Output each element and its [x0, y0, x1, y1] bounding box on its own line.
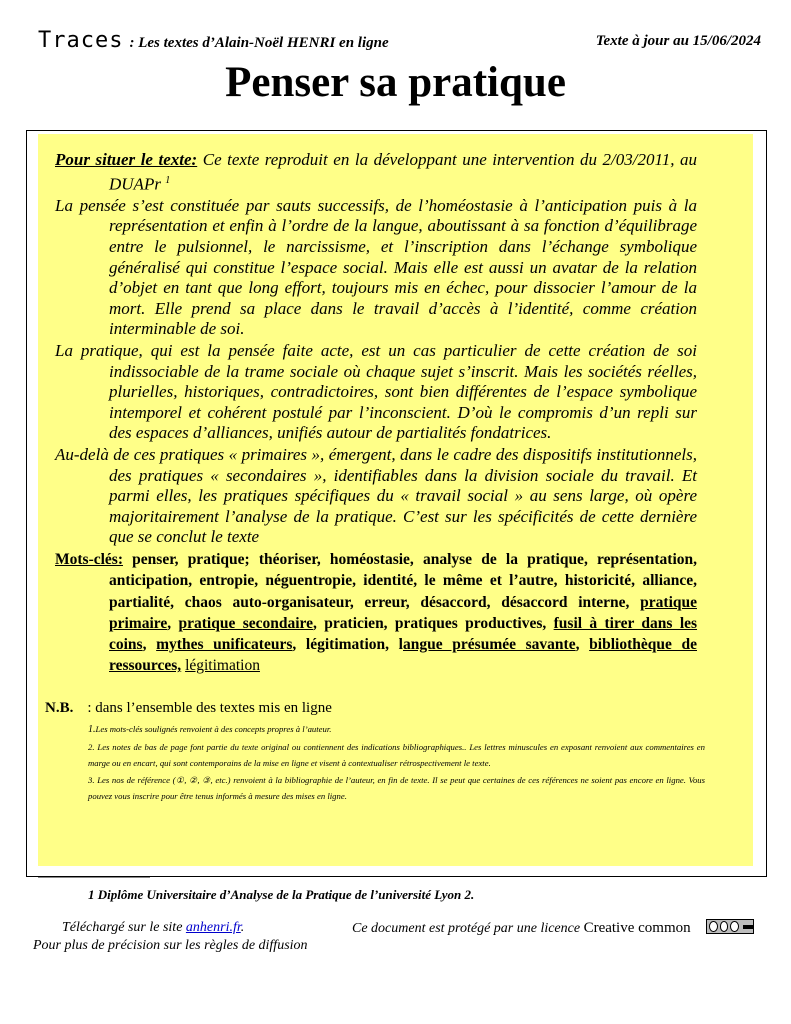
- cc-circle-icon: [730, 921, 739, 932]
- license-line: [352, 920, 691, 937]
- cc-circle-icon: [709, 921, 718, 932]
- keyword-link[interactable]: pratique primaire: [109, 593, 697, 632]
- keywords-separator: ,: [575, 636, 590, 654]
- footnote-divider: [38, 877, 150, 878]
- brand-logo-text: Traces: [38, 28, 124, 53]
- keyword-link[interactable]: angue présumée savante: [403, 636, 576, 654]
- keywords-block: [55, 549, 697, 677]
- nb-note: [88, 772, 705, 805]
- intro-paragraph: [55, 150, 697, 195]
- keywords-text: , praticien, pratiques productives,: [313, 614, 554, 632]
- update-date: Texte à jour au 15/06/2024: [595, 33, 761, 49]
- keyword-link[interactable]: légitimation: [185, 657, 260, 675]
- creative-commons-badge-icon[interactable]: [706, 919, 754, 934]
- nb-note-number: 3.: [88, 774, 95, 785]
- nb-note-number: 1.: [88, 724, 96, 735]
- keywords-text: , légitimation, l: [292, 636, 403, 654]
- nb-note-text: Les nos de référence (①, ②, ③, etc.) renvoient à la bibliographie de l’auteur, en fin de texte. Il se peut que certaines de ces références ne soient pas encore en ligne. Vous pouvez vous inscrire pour être tenus informés à mesure des mises en ligne.: [88, 774, 706, 801]
- keywords-separator: ,: [142, 636, 157, 654]
- footnote-text: 1 Diplôme Universitaire d’Analyse de la Pratique de l’université Lyon 2.: [88, 887, 475, 902]
- site-link[interactable]: anhenri.fr: [185, 920, 241, 935]
- keyword-link[interactable]: bibliothèque de ressources,: [109, 636, 698, 675]
- nb-notes: [88, 721, 705, 805]
- license-text: Ce document est protégé par une licence: [352, 921, 584, 936]
- download-line: [62, 920, 244, 936]
- nb-note-text: Les mots-clés soulignés renvoient à des concepts propres à l’auteur.: [95, 724, 332, 734]
- keyword-link[interactable]: fusil à tirer dans les coins: [109, 614, 698, 654]
- keywords-text: penser, pratique; théoriser, homéostasie, analyse de la pratique, représentation, anticipation, entropie, néguentropie, identité, le même et l’autre, historicité, alliance, partialité, chaos auto-organisateur, erreur, désaccord, désaccord interne,: [109, 550, 697, 611]
- keywords-label: Mots-clés:: [55, 550, 123, 568]
- diffusion-rules-text: Pour plus de précision sur les règles de diffusion: [33, 938, 308, 953]
- nb-note-text: Les notes de bas de page font partie du texte original ou contiennent des indications bibliographiques.. Les lettres minuscules en exposant renvoient aux commentaires en marge ou en encart, qui sont contemporains de la mise en ligne et visent à contextualiser rétrospectivement le texte.: [88, 741, 705, 768]
- page-title: Penser sa pratique: [225, 59, 566, 106]
- intro-text: Ce texte reproduit en la développant une intervention du 2/03/2011, au DUAPr: [109, 150, 697, 194]
- keyword-link[interactable]: mythes unificateurs: [156, 636, 293, 654]
- license-name: Creative common: [583, 920, 691, 936]
- intro-label: Pour situer le texte:: [55, 150, 198, 169]
- cc-bar-icon: [743, 925, 753, 929]
- download-prefix: Téléchargé sur le site: [62, 920, 186, 935]
- summary-content: [55, 150, 697, 677]
- keywords-separator: ,: [167, 614, 179, 632]
- site-header: [38, 28, 389, 53]
- cc-circle-icon: [720, 921, 729, 932]
- paragraph-pensee: La pensée s’est constituée par sauts successifs, de l’homéostasie à l’anticipation puis à la représentation et enfin à l’ordre de la langue, aboutissant à sa fonction d’équilibrage entre le pulsionnel, le narcissisme, et l’inscription dans l’échange symbolique généralisé qui constitue l’espace social. Mais elle est aussi un avatar de la relation d’objet en tant que long effort, toujours mis en échec, pour dissocier l’amour de la mort. Elle prend sa place dans le travail d’accès à l’identité, comme création interminable de soi.: [55, 195, 697, 339]
- footnote-ref[interactable]: 1: [165, 174, 171, 186]
- nb-heading: [45, 700, 705, 717]
- site-subtitle: : Les textes d’Alain-Noël HENRI en ligne: [129, 35, 389, 51]
- nb-text: : dans l’ensemble des textes mis en ligne: [87, 700, 332, 716]
- nb-note-number: 2.: [88, 741, 95, 752]
- paragraph-au-dela: Au-delà de ces pratiques « primaires », émergent, dans le cadre des dispositifs institutionnels, des pratiques « secondaires », identifiables dans la division sociale du travail. Et parmi elles, les pratiques spécifiques du « travail social » au sens large, où opère majoritairement l’analyse de la pratique. C’est sur les spécificités de cette dernière que se conclut le texte: [55, 444, 697, 547]
- nb-label: N.B.: [45, 700, 74, 716]
- paragraph-pratique: La pratique, qui est la pensée faite acte, est un cas particulier de cette création de soi indissociable de la trame sociale où chaque sujet s’inscrit. Mais les sociétés réelles, plurielles, historiques, contradictoires, sont bien différentes de l’espace symbolique intemporel et cohérent postulé par l’inconscient. D’où le compromis d’un repli sur des espaces d’alliances, unifiés autour de partialités fondatrices.: [55, 341, 697, 443]
- keyword-link[interactable]: pratique secondaire: [178, 614, 314, 632]
- nb-note: [88, 739, 705, 772]
- site-suffix: .: [240, 920, 245, 935]
- nb-note: [88, 721, 705, 739]
- nb-section: [45, 700, 705, 805]
